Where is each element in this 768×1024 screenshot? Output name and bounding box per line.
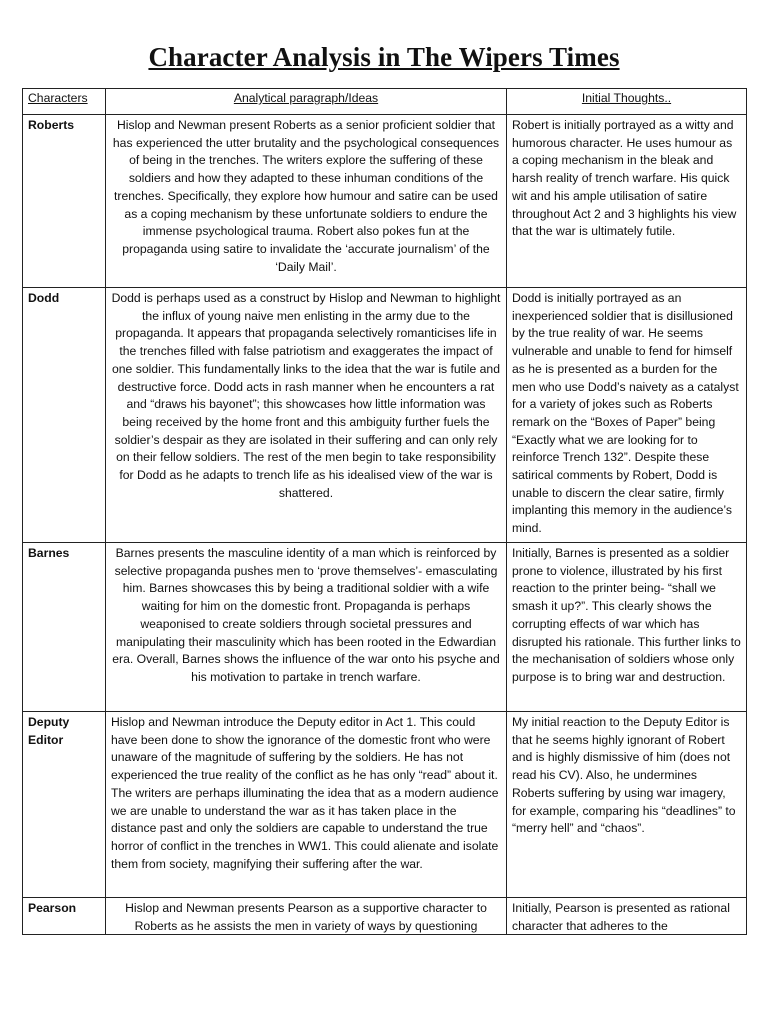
analysis-paragraph-text: Hislop and Newman presents Pearson as a supportive character to Roberts as he assists the men in variety of ways by questioning — [125, 901, 487, 933]
header-characters: Characters — [23, 89, 106, 115]
analysis-paragraph: Hislop and Newman present Roberts as a senior proficient soldier that has experienced the utter brutality and the psychological consequences of being in the trenches. The writers explore the suffering of these soldiers and how they adapted to these inhuman conditions of the trenches. Specifically, they explore how humour and satire can be used as a coping mechanism by these unfortunate soldiers to endure the immense psychological trauma. Robert also pokes fun at the propaganda using satire to invalidate the ‘accurate journalism’ of the ‘Daily Mail’. — [106, 115, 507, 288]
character-name: Barnes — [23, 543, 106, 712]
character-name: Dodd — [23, 288, 106, 543]
initial-thoughts: Robert is initially portrayed as a witty and humorous character. He uses humour as a coping mechanism in the bleak and harsh reality of trench warfare. His quick wit and his ample utilisation of satire throughout Act 2 and 3 highlights his view that the war is ultimately futile. — [507, 115, 747, 288]
table-row-barnes — [23, 543, 747, 712]
table-row-deputy-editor — [23, 712, 747, 898]
initial-thoughts-text: Initially, Pearson is presented as rational character that adheres to the — [512, 901, 730, 933]
character-name: Roberts — [23, 115, 106, 288]
header-analysis: Analytical paragraph/Ideas — [106, 89, 507, 115]
document-title: Character Analysis in The Wipers Times — [148, 42, 620, 72]
analysis-paragraph: Hislop and Newman introduce the Deputy editor in Act 1. This could have been done to show the ignorance of the domestic front who were unaware of the magnitude of suffering by the soldiers. He has not experienced the true reality of the conflict as he has only “read” about it. The writers are perhaps illuminating the idea that as a modern audience we are unable to understand the war as it has taken place in the distance past and only the soldiers are capable to understand the true horror of conflict in the trenches in WW1. This could alienate and isolate them from society, magnifying their suffering after the war. — [106, 712, 507, 898]
table-row-dodd — [23, 288, 747, 543]
initial-thoughts: My initial reaction to the Deputy Editor is that he seems highly ignorant of Robert and is highly dismissive of him (does not read his CV). Also, he undermines Roberts suffering by using war imagery, for example, comparing his “deadlines” to “merry hell” and “chaos”. — [507, 712, 747, 898]
header-initial-thoughts: Initial Thoughts.. — [507, 89, 747, 115]
initial-thoughts: Initially, Barnes is presented as a soldier prone to violence, illustrated by his first reaction to the printer being- “shall we smash it up?”. This clearly shows the corrupting effects of war which has disrupted his rationale. This further links to the mechanisation of soldiers whose only purpose is to bring war and destruction. — [507, 543, 747, 712]
table-row-roberts — [23, 115, 747, 288]
analysis-paragraph: Dodd is perhaps used as a construct by Hislop and Newman to highlight the influx of young naive men enlisting in the army due to the propaganda. It appears that propaganda selectively romanticises life in the trenches filled with false patriotism and exaggerates the impact of one soldier. This fundamentally links to the idea that the war is futile and destructive force. Dodd acts in rash manner when he encounters a rat and “draws his bayonet”; this showcases how little information was being received by the home front and this ambiguity further fuels the soldier’s despair as they are isolated in their suffering and can only rely on their fellow soldiers. The rest of the men begin to take responsibility for Dodd as he adapts to trench life as his idealised view of the war is shattered. — [106, 288, 507, 543]
initial-thoughts: Dodd is initially portrayed as an inexperienced soldier that is disillusioned by the true reality of war. He seems vulnerable and unable to fend for himself as he is presented as a burden for the men who use Dodd’s naivety as a catalyst for a variety of jokes such as Roberts remark on the “Boxes of Paper” being “Exactly what we are looking for to reinforce Trench 132”. Despite these satirical comments by Robert, Dodd is unable to discern the clear satire, firmly implanting this memory in the audience’s mind. — [507, 288, 747, 543]
table-row-pearson — [23, 898, 747, 935]
analysis-paragraph: Barnes presents the masculine identity of a man which is reinforced by selective propaganda pushes men to ‘prove themselves’- emasculating him. Barnes showcases this by being a traditional soldier with a wife waiting for him on the domestic front. Propaganda is perhaps weaponised to create soldiers through societal pressures and manipulating their masculinity which has been rooted in the Edwardian era. Overall, Barnes shows the influence of the war onto his psyche and his motivation to partake in trench warfare. — [106, 543, 507, 712]
character-analysis-table — [22, 88, 747, 935]
character-name: Pearson — [23, 898, 106, 935]
table-header-row — [23, 89, 747, 115]
initial-thoughts — [507, 898, 747, 935]
character-name: Deputy Editor — [23, 712, 106, 898]
analysis-paragraph — [106, 898, 507, 935]
